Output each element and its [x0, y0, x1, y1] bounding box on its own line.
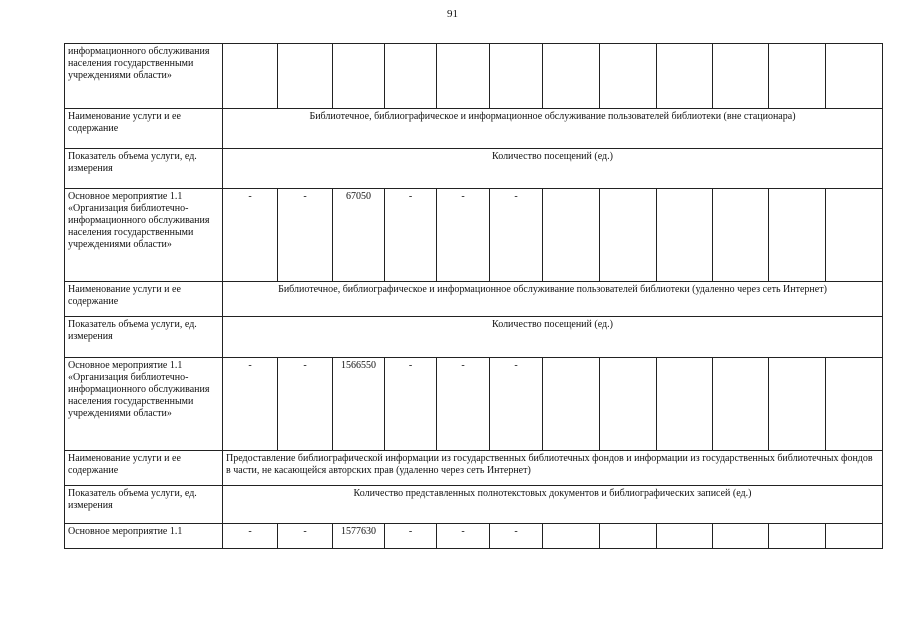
- value-cell: [826, 358, 883, 451]
- row-label: информационного обслуживания населения государственными учреждениями области»: [65, 44, 223, 109]
- table-row: [65, 486, 883, 524]
- service-name: Предоставление библиографической информации из государственных библиотечных фондов и информации из государственных библиотечных фондов в части, не касающейся авторских прав (удаленно через сеть Интернет): [223, 451, 883, 486]
- value-cell: -: [223, 189, 278, 282]
- value-cell: [600, 189, 657, 282]
- value-cell: [657, 524, 713, 549]
- table-row: [65, 282, 883, 317]
- value-cell: [769, 524, 826, 549]
- value-cell: -: [490, 189, 543, 282]
- value-cell: [437, 44, 490, 109]
- volume-indicator: Количество посещений (ед.): [223, 317, 883, 358]
- value-cell: [769, 189, 826, 282]
- value-cell: [713, 524, 769, 549]
- table-row: [65, 524, 883, 549]
- value-cell: [826, 189, 883, 282]
- table-row: [65, 44, 883, 109]
- table-row: [65, 451, 883, 486]
- value-cell: [223, 44, 278, 109]
- value-cell: -: [223, 358, 278, 451]
- table-row: [65, 358, 883, 451]
- row-label: Показатель объема услуги, ед. измерения: [65, 149, 223, 189]
- value-cell: [769, 358, 826, 451]
- value-cell: -: [278, 358, 333, 451]
- indicator-table: [64, 43, 883, 549]
- row-label: Основное мероприятие 1.1 «Организация библиотечно-информационного обслуживания населения государственными учреждениями области»: [65, 189, 223, 282]
- row-label: Наименование услуги и ее содержание: [65, 451, 223, 486]
- value-cell: [713, 44, 769, 109]
- row-label: Наименование услуги и ее содержание: [65, 282, 223, 317]
- value-cell: 1577630: [333, 524, 385, 549]
- value-cell: -: [437, 189, 490, 282]
- value-cell: [543, 44, 600, 109]
- table-row: [65, 189, 883, 282]
- value-cell: [600, 358, 657, 451]
- value-cell: 67050: [333, 189, 385, 282]
- value-cell: -: [437, 358, 490, 451]
- value-cell: -: [223, 524, 278, 549]
- row-label: Наименование услуги и ее содержание: [65, 109, 223, 149]
- volume-indicator: Количество представленных полнотекстовых документов и библиографических записей (ед.): [223, 486, 883, 524]
- value-cell: [333, 44, 385, 109]
- value-cell: -: [385, 524, 437, 549]
- value-cell: [600, 524, 657, 549]
- value-cell: [543, 358, 600, 451]
- row-label: Показатель объема услуги, ед. измерения: [65, 486, 223, 524]
- value-cell: -: [437, 524, 490, 549]
- value-cell: [826, 524, 883, 549]
- value-cell: [657, 44, 713, 109]
- value-cell: [713, 189, 769, 282]
- value-cell: -: [490, 358, 543, 451]
- value-cell: [657, 189, 713, 282]
- value-cell: [385, 44, 437, 109]
- value-cell: -: [385, 358, 437, 451]
- table-row: [65, 317, 883, 358]
- table-row: [65, 149, 883, 189]
- row-label: Показатель объема услуги, ед. измерения: [65, 317, 223, 358]
- value-cell: 1566550: [333, 358, 385, 451]
- value-cell: [657, 358, 713, 451]
- value-cell: [543, 524, 600, 549]
- value-cell: [543, 189, 600, 282]
- volume-indicator: Количество посещений (ед.): [223, 149, 883, 189]
- value-cell: [490, 44, 543, 109]
- service-name: Библиотечное, библиографическое и информационное обслуживание пользователей библиотеки (вне стационара): [223, 109, 883, 149]
- table-row: [65, 109, 883, 149]
- value-cell: -: [490, 524, 543, 549]
- value-cell: [278, 44, 333, 109]
- row-label: Основное мероприятие 1.1 «Организация библиотечно-информационного обслуживания населения государственными учреждениями области»: [65, 358, 223, 451]
- value-cell: -: [385, 189, 437, 282]
- value-cell: [826, 44, 883, 109]
- row-label: Основное мероприятие 1.1: [65, 524, 223, 549]
- value-cell: [600, 44, 657, 109]
- value-cell: -: [278, 189, 333, 282]
- value-cell: [769, 44, 826, 109]
- page-number: 91: [447, 8, 458, 20]
- value-cell: [713, 358, 769, 451]
- value-cell: -: [278, 524, 333, 549]
- service-name: Библиотечное, библиографическое и информационное обслуживание пользователей библиотеки (удаленно через сеть Интернет): [223, 282, 883, 317]
